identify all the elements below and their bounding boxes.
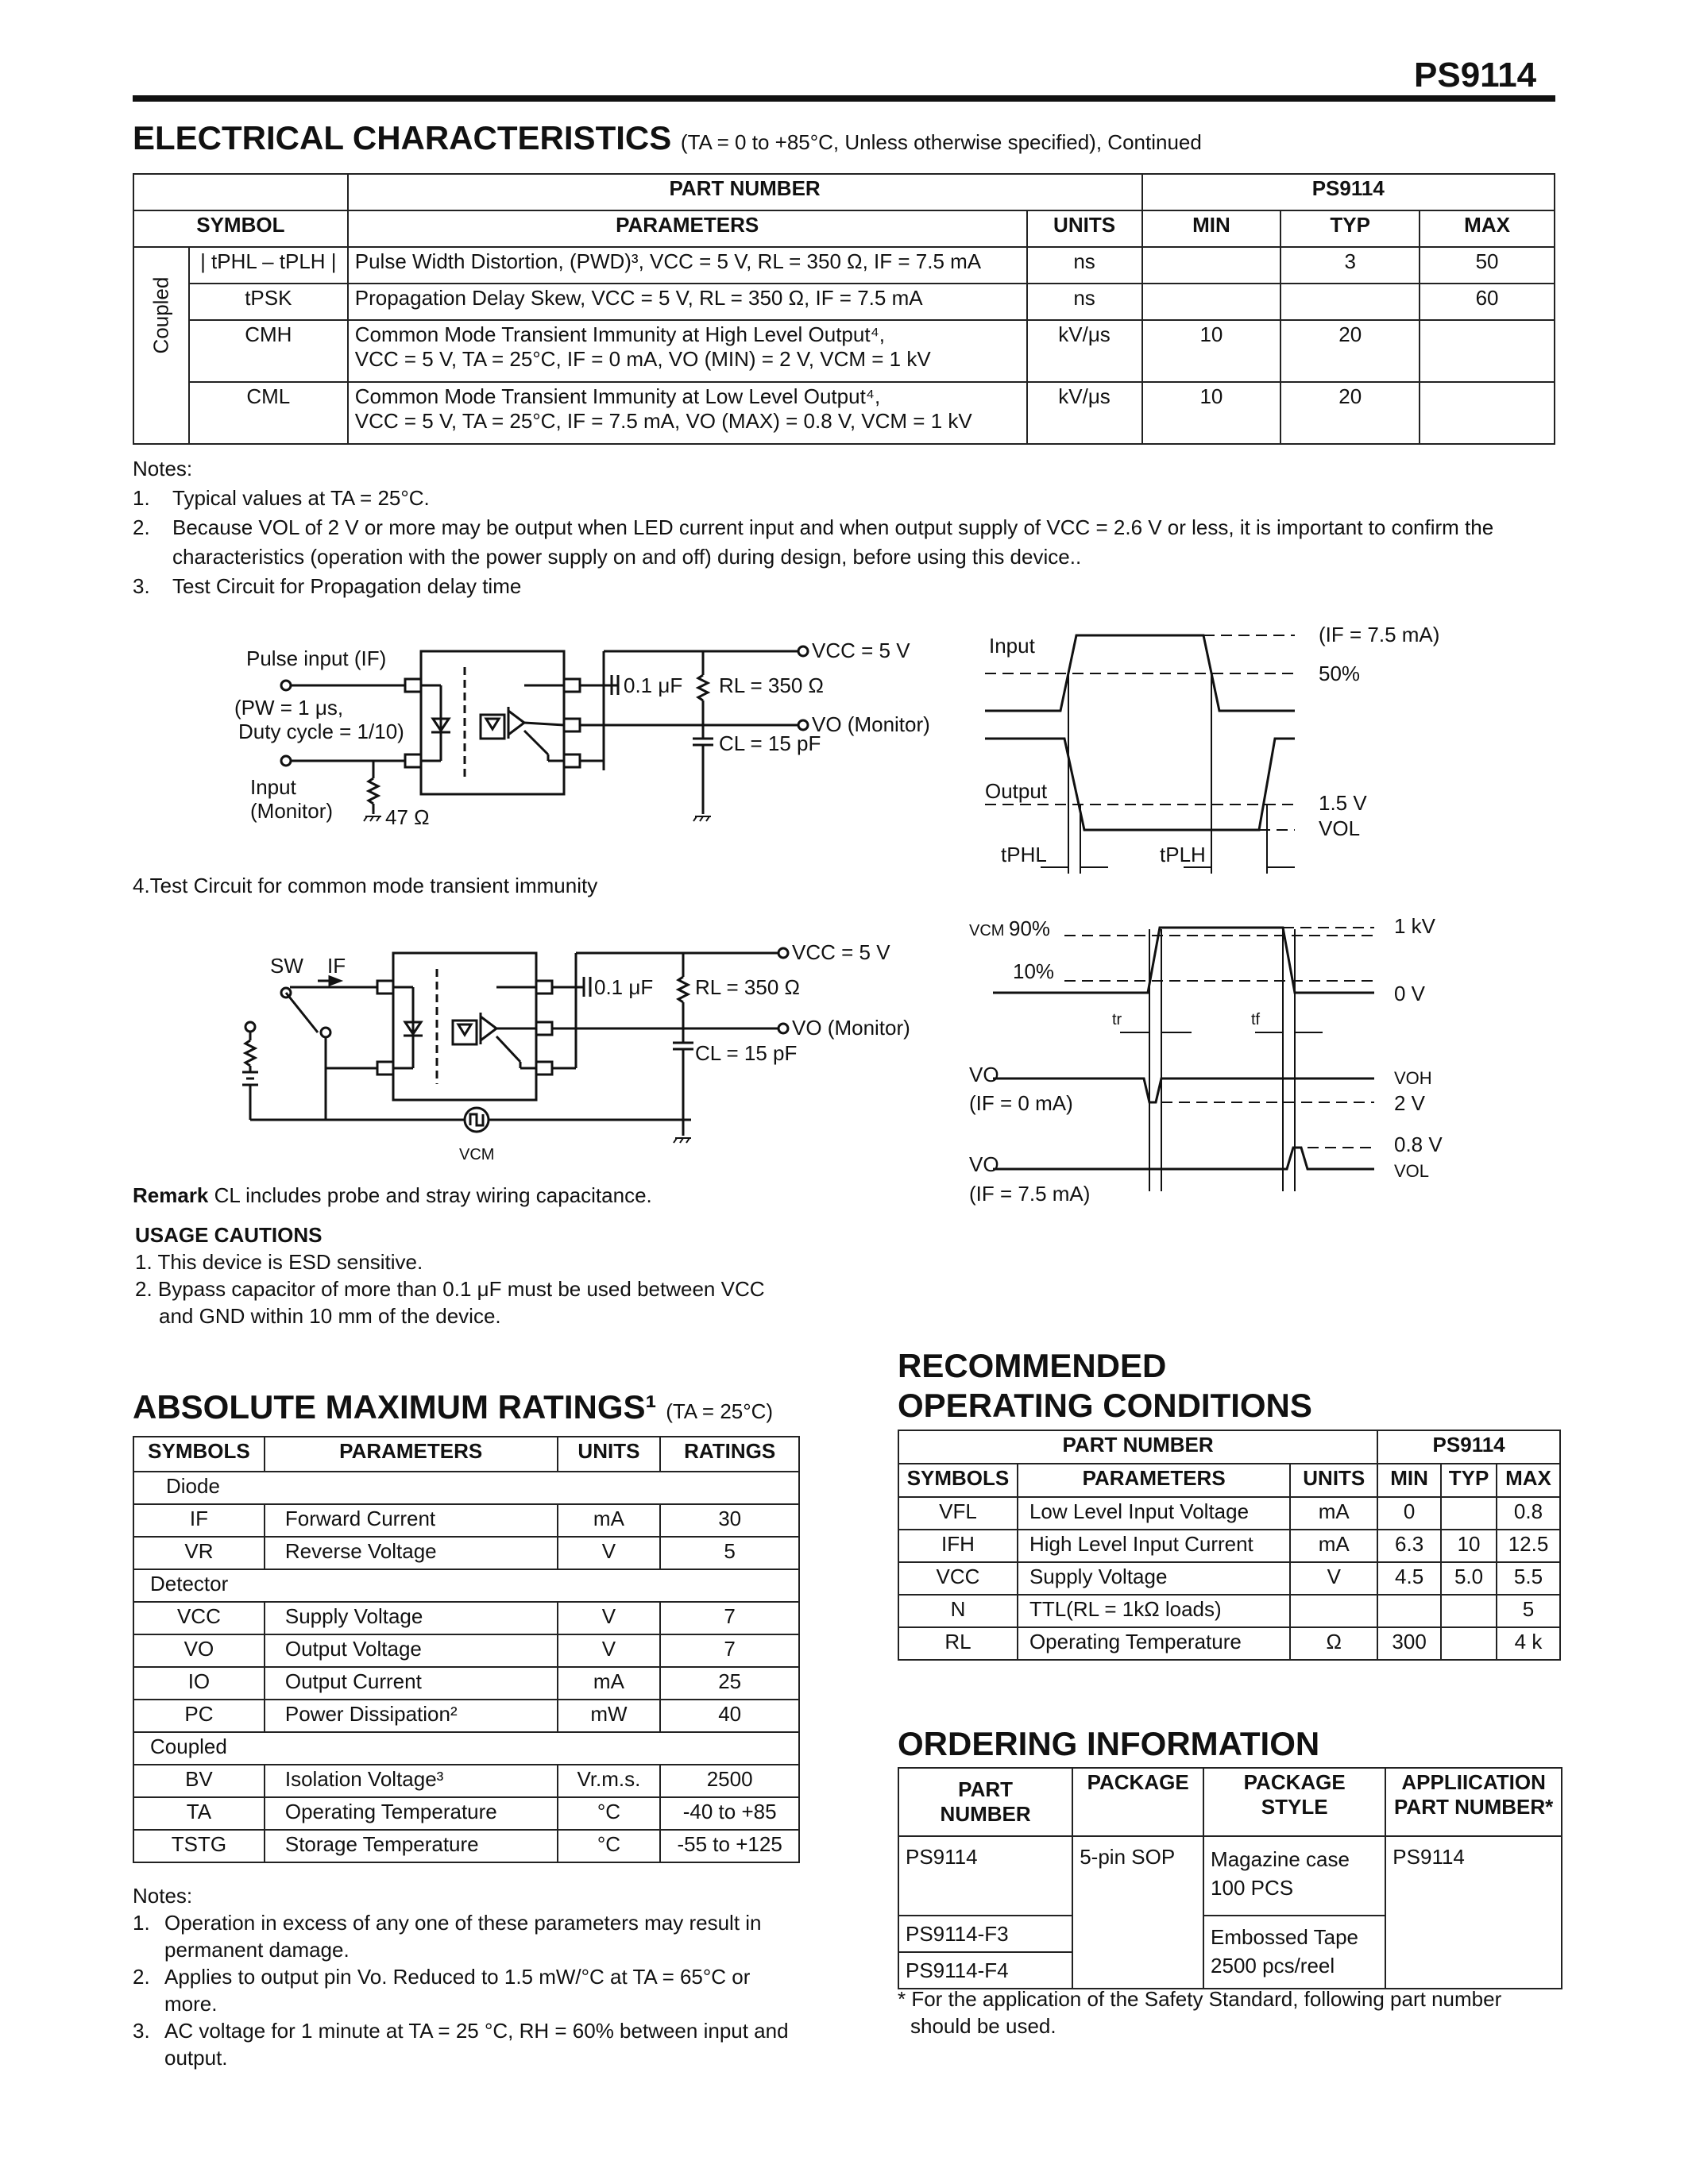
elec-units: ns [1027,247,1142,284]
ordering-part: PS9114-F4 [898,1952,1072,1989]
elec-parameter-line1: Common Mode Transient Immunity at High Level Output⁴, [354,322,885,346]
remark [133,1183,652,1208]
roc-col-typ: TYP [1441,1464,1497,1497]
abs-parameter: Output Voltage [265,1634,558,1667]
note-number: 1. [133,1911,150,1935]
page-part-number: PS9114 [1414,56,1537,95]
propagation-test-circuit [127,619,945,858]
t2-tf: tf [1251,1011,1261,1028]
note-text: Applies to output pin Vo. Reduced to 1.5 mW/°C at TA = 65°C or more. [164,1965,751,2016]
roc-symbol: IFH [898,1530,1018,1562]
abs-units: V [558,1537,661,1569]
elec-typ: 20 [1280,320,1420,382]
abs-rating: 30 [660,1504,799,1537]
ordering-style [1203,1836,1385,1916]
table-row [898,1595,1560,1627]
ordering-footnote-line2: should be used. [910,2014,1056,2038]
elec-title [133,119,1202,157]
c1-pulse-input: Pulse input (IF) [246,646,387,670]
c2-sw: SW [270,954,303,978]
roc-col-units: UNITS [1290,1464,1377,1497]
abs-units: °C [558,1830,661,1862]
table-row [898,1530,1560,1562]
c2-rl: RL = 350 Ω [695,975,800,999]
cmti-test-circuit [127,933,945,1171]
abs-units: V [558,1602,661,1634]
elec-min [1142,247,1281,284]
elec-parameter [348,382,1027,444]
abs-parameter: Supply Voltage [265,1602,558,1634]
usage-item: 1. This device is ESD sensitive. [135,1250,423,1274]
roc-title-line1: RECOMMENDED [898,1347,1167,1384]
ordering-style-line2: 100 PCS [1211,1876,1294,1900]
table-row [898,1562,1560,1595]
elec-subtitle: (TA = 0 to +85°C, Unless otherwise specified), Continued [680,130,1202,154]
abs-group-label: Diode [133,1472,799,1504]
roc-parameter: Operating Temperature [1018,1627,1290,1660]
abs-col-symbols: SYMBOLS [133,1437,265,1472]
abs-symbol: VCC [133,1602,265,1634]
roc-units: mA [1290,1530,1377,1562]
note-number: 3. [133,574,150,598]
abs-units: Vr.m.s. [558,1765,661,1797]
abs-group-label: Detector [133,1569,799,1602]
ordering-style-line2: 2500 pcs/reel [1211,1954,1335,1978]
roc-col-max: MAX [1497,1464,1560,1497]
abs-rating: 7 [660,1602,799,1634]
roc-parameter: TTL(RL = 1kΩ loads) [1018,1595,1290,1627]
note4-text: 4.Test Circuit for common mode transient immunity [133,874,598,897]
elec-part-number: PS9114 [1142,174,1555,210]
roc-max: 4 k [1497,1627,1560,1660]
ordering-footnote [898,1985,1565,2039]
elec-col-parameters: PARAMETERS [348,210,1027,247]
note-text: Because VOL of 2 V or more may be output when LED current input and when output supply of VCC = 2.6 V or less, it is important to confirm the characteristics (operation with the power supply on and off) during design, before using this device.. [172,515,1494,569]
abs-rating: -40 to +85 [660,1797,799,1830]
ordering-col-style-line1: PACKAGE [1243,1770,1346,1794]
c2-cap: 0.1 μF [594,975,654,999]
abs-parameter: Isolation Voltage³ [265,1765,558,1797]
abs-parameter: Operating Temperature [265,1797,558,1830]
table-row [133,1830,799,1862]
t2-10: 10% [1013,959,1055,983]
elec-col-typ: TYP [1280,210,1420,247]
elec-part-number-label: PART NUMBER [348,174,1142,210]
abs-rating: 25 [660,1667,799,1700]
abs-symbol: IF [133,1504,265,1537]
t2-vol: VOL [1394,1161,1430,1181]
roc-units: V [1290,1562,1377,1595]
roc-parameter: Low Level Input Voltage [1018,1497,1290,1530]
c2-vcm: VCM [459,1146,495,1163]
t1-tplh: tPLH [1160,843,1206,866]
header-rule [133,95,1555,102]
t1-50: 50% [1319,662,1361,685]
c1-input: Input [250,775,296,799]
table-row [898,1836,1562,1916]
roc-table [898,1430,1561,1661]
roc-min [1377,1595,1441,1627]
t2-if0: (IF = 0 mA) [969,1091,1073,1115]
roc-max: 0.8 [1497,1497,1560,1530]
elec-min: 10 [1142,382,1281,444]
elec-symbol: CML [189,382,348,444]
note-text: AC voltage for 1 minute at TA = 25 °C, RH = 60% between input and output. [164,2019,789,2070]
elec-max: 50 [1420,247,1555,284]
roc-max: 5 [1497,1595,1560,1627]
abs-title [133,1388,773,1426]
elec-group-label: Coupled [149,276,173,353]
roc-typ [1441,1627,1497,1660]
roc-typ: 5.0 [1441,1562,1497,1595]
cmti-timing-diagram [961,905,1565,1207]
ordering-col-app [1385,1768,1562,1836]
roc-symbol: VCC [898,1562,1018,1595]
elec-max [1420,320,1555,382]
abs-symbol: TA [133,1797,265,1830]
table-row [133,382,1555,444]
table-row [898,1497,1560,1530]
roc-part-number-label: PART NUMBER [898,1430,1377,1464]
t1-vol: VOL [1319,816,1361,840]
elec-typ [1280,284,1420,320]
roc-col-parameters: PARAMETERS [1018,1464,1290,1497]
abs-units: V [558,1634,661,1667]
table-row [133,1602,799,1634]
usage-item: and GND within 10 mm of the device. [159,1304,501,1328]
table-row [133,320,1555,382]
table-row [133,1765,799,1797]
ordering-title: ORDERING INFORMATION [898,1725,1320,1762]
c1-duty: Duty cycle = 1/10) [238,720,404,743]
abs-parameter: Reverse Voltage [265,1537,558,1569]
roc-title-line2: OPERATING CONDITIONS [898,1387,1312,1424]
elec-title-text: ELECTRICAL CHARACTERISTICS [133,119,672,156]
roc-col-min: MIN [1377,1464,1441,1497]
roc-part-number: PS9114 [1377,1430,1560,1464]
elec-table [133,173,1555,445]
abs-symbol: BV [133,1765,265,1797]
c1-pw: (PW = 1 μs, [234,696,344,720]
ordering-style-line1: Magazine case [1211,1847,1350,1871]
c1-cap: 0.1 μF [624,673,683,697]
roc-title [898,1346,1312,1426]
ordering-app-part: PS9114 [1385,1836,1562,1989]
abs-note [133,2017,800,2071]
t2-90: 90% [1009,916,1051,940]
elec-symbol: CMH [189,320,348,382]
ordering-col-app-line2: PART NUMBER* [1394,1795,1554,1819]
elec-symbol: | tPHL – tPLH | [189,247,348,284]
ordering-part: PS9114-F3 [898,1916,1072,1952]
abs-parameter: Power Dissipation² [265,1700,558,1732]
elec-col-symbol: SYMBOL [133,210,348,247]
ordering-col-part-line2: NUMBER [940,1802,1031,1826]
elec-parameter: Pulse Width Distortion, (PWD)³, VCC = 5 V, RL = 350 Ω, IF = 7.5 mA [348,247,1027,284]
usage-item: 2. Bypass capacitor of more than 0.1 μF must be used between VCC [135,1277,765,1301]
ordering-col-style-line2: STYLE [1261,1795,1328,1819]
roc-typ [1441,1497,1497,1530]
t2-0v: 0 V [1394,982,1426,1005]
abs-title-text: ABSOLUTE MAXIMUM RATINGS¹ [133,1388,657,1426]
abs-notes-title: Notes: [133,1884,193,1908]
ordering-package: 5-pin SOP [1072,1836,1203,1989]
note-number: 1. [133,486,150,510]
t2-tr: tr [1112,1011,1122,1028]
note-number: 3. [133,2019,150,2043]
c2-vo: VO (Monitor) [792,1016,910,1040]
note-text: Test Circuit for Propagation delay time [172,574,522,598]
t2-voh: VOH [1394,1068,1432,1088]
abs-rating: 40 [660,1700,799,1732]
note-number: 2. [133,515,150,539]
roc-max: 5.5 [1497,1562,1560,1595]
roc-typ: 10 [1441,1530,1497,1562]
abs-rating: 7 [660,1634,799,1667]
abs-symbol: IO [133,1667,265,1700]
abs-units: mA [558,1667,661,1700]
abs-table [133,1436,800,1863]
roc-max: 12.5 [1497,1530,1560,1562]
t1-tphl: tPHL [1001,843,1047,866]
elec-parameter-line1: Common Mode Transient Immunity at Low Level Output⁴, [354,384,881,408]
abs-symbol: VR [133,1537,265,1569]
elec-parameter [348,320,1027,382]
table-row [133,1667,799,1700]
c1-rl: RL = 350 Ω [719,673,824,697]
note-text: Typical values at TA = 25°C. [172,486,430,510]
elec-group-cell [133,247,189,444]
table-row [133,284,1555,320]
ordering-style-line1: Embossed Tape [1211,1925,1359,1949]
abs-units: mW [558,1700,661,1732]
t2-vo-2: VO [969,1152,999,1176]
abs-subtitle: (TA = 25°C) [666,1399,774,1423]
elec-note [133,484,1562,513]
abs-symbol: PC [133,1700,265,1732]
roc-parameter: Supply Voltage [1018,1562,1290,1595]
elec-units: kV/μs [1027,320,1142,382]
ordering-table [898,1767,1562,1989]
roc-min: 0 [1377,1497,1441,1530]
t2-2v: 2 V [1394,1091,1426,1115]
note-text: Operation in excess of any one of these parameters may result in permanent damage. [164,1911,762,1962]
abs-rating: 5 [660,1537,799,1569]
roc-units: mA [1290,1497,1377,1530]
elec-col-min: MIN [1142,210,1281,247]
table-row [133,1700,799,1732]
c1-cl: CL = 15 pF [719,731,821,755]
elec-min [1142,284,1281,320]
abs-parameter: Forward Current [265,1504,558,1537]
elec-min: 10 [1142,320,1281,382]
abs-group-label: Coupled [133,1732,799,1765]
abs-units: °C [558,1797,661,1830]
c1-r47: 47 Ω [385,805,430,829]
c2-cl: CL = 15 pF [695,1041,798,1065]
elec-max: 60 [1420,284,1555,320]
roc-typ [1441,1595,1497,1627]
ordering-col-package: PACKAGE [1072,1768,1203,1836]
abs-rating: 2500 [660,1765,799,1797]
ordering-style [1203,1916,1385,1989]
abs-symbol: TSTG [133,1830,265,1862]
elec-units: ns [1027,284,1142,320]
roc-symbol: N [898,1595,1018,1627]
table-row [133,1504,799,1537]
abs-rating: -55 to +125 [660,1830,799,1862]
ordering-col-app-line1: APPLIICATION [1401,1770,1546,1794]
elec-col-max: MAX [1420,210,1555,247]
c1-vo: VO (Monitor) [812,712,930,736]
elec-units: kV/μs [1027,382,1142,444]
table-row [133,1797,799,1830]
t2-vo-1: VO [969,1063,999,1086]
usage-title: USAGE CAUTIONS [135,1223,323,1247]
elec-note [133,572,1562,601]
remark-text: CL includes probe and stray wiring capacitance. [214,1183,652,1207]
elec-parameter: Propagation Delay Skew, VCC = 5 V, RL = 350 Ω, IF = 7.5 mA [348,284,1027,320]
elec-notes-title: Notes: [133,457,193,480]
roc-min: 4.5 [1377,1562,1441,1595]
elec-symbol: tPSK [189,284,348,320]
c1-vcc: VCC = 5 V [812,639,910,662]
abs-note [133,1963,800,2017]
table-row [133,247,1555,284]
t1-15v: 1.5 V [1319,791,1367,815]
ordering-footnote-line1: * For the application of the Safety Standard, following part number [898,1987,1502,2011]
elec-col-units: UNITS [1027,210,1142,247]
elec-parameter-line2: VCC = 5 V, TA = 25°C, IF = 7.5 mA, VO (MAX) = 0.8 V, VCM = 1 kV [354,409,972,433]
roc-units: Ω [1290,1627,1377,1660]
roc-parameter: High Level Input Current [1018,1530,1290,1562]
c1-monitor: (Monitor) [250,799,334,823]
table-row [133,1537,799,1569]
abs-col-units: UNITS [558,1437,661,1472]
t2-1kv: 1 kV [1394,914,1436,938]
roc-min: 300 [1377,1627,1441,1660]
roc-col-symbols: SYMBOLS [898,1464,1018,1497]
abs-parameter: Storage Temperature [265,1830,558,1862]
remark-label: Remark [133,1183,209,1207]
elec-max [1420,382,1555,444]
t2-vcm: VCM [969,922,1005,940]
note-number: 2. [133,1965,150,1989]
table-row [898,1627,1560,1660]
elec-parameter-line2: VCC = 5 V, TA = 25°C, IF = 0 mA, VO (MIN) = 2 V, VCM = 1 kV [354,347,931,371]
abs-note [133,1909,800,1963]
roc-min: 6.3 [1377,1530,1441,1562]
usage-cautions [135,1221,850,1329]
abs-symbol: VO [133,1634,265,1667]
abs-col-ratings: RATINGS [660,1437,799,1472]
ordering-col-style [1203,1768,1385,1836]
abs-col-parameters: PARAMETERS [265,1437,558,1472]
elec-note [133,513,1562,572]
t1-output: Output [985,779,1048,803]
abs-parameter: Output Current [265,1667,558,1700]
t1-if: (IF = 7.5 mA) [1319,623,1440,646]
elec-notes [133,454,1562,601]
roc-units [1290,1595,1377,1627]
abs-notes [133,1882,800,2071]
ordering-part: PS9114 [898,1836,1072,1916]
elec-typ: 3 [1280,247,1420,284]
t2-if75: (IF = 7.5 mA) [969,1182,1091,1206]
c2-if: IF [327,954,346,978]
roc-symbol: VFL [898,1497,1018,1530]
elec-typ: 20 [1280,382,1420,444]
t2-08v: 0.8 V [1394,1133,1443,1156]
abs-units: mA [558,1504,661,1537]
t1-input: Input [989,634,1035,658]
ordering-col-part [898,1768,1072,1836]
table-row [133,1634,799,1667]
ordering-col-part-line1: PART [958,1777,1014,1801]
roc-symbol: RL [898,1627,1018,1660]
c2-vcc: VCC = 5 V [792,940,890,964]
propagation-timing-diagram [961,619,1565,882]
